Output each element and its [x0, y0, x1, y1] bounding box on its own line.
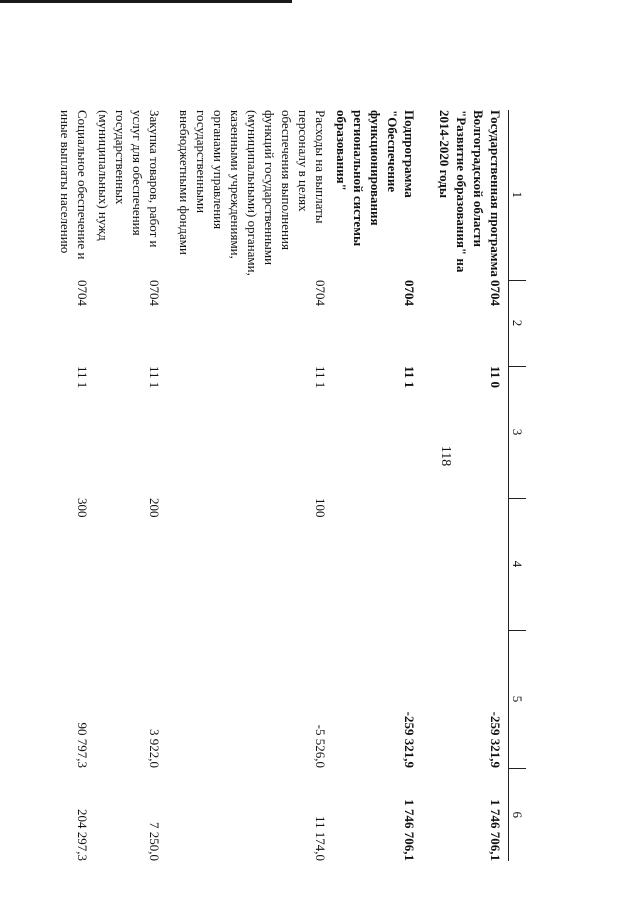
table-row: [168, 110, 334, 861]
column-header: 2: [509, 280, 527, 366]
row-name: Закупка товаров, работ и услуг для обеспечения государственных (муниципальных) нужд: [96, 110, 163, 248]
section-code: 0704: [313, 280, 329, 306]
page-number: 118: [438, 445, 453, 467]
expense-type: 200: [147, 498, 163, 518]
target-code: 11 1: [402, 366, 418, 389]
target-code: 11 1: [313, 366, 329, 389]
change-value: 90 797,3: [75, 722, 91, 768]
row-name: Социальное обеспечение и иные выплаты населению: [58, 110, 91, 260]
expense-type: [423, 498, 509, 630]
column-header: 5: [509, 630, 527, 768]
target-code: 11 1: [75, 366, 91, 389]
total-value: 11 174,0: [313, 815, 329, 861]
table-row: [96, 110, 168, 861]
row-name: Государственная программа Волгоградской области "Развитие образования" на 2014-2020 годы: [437, 110, 503, 277]
column-header: 4: [509, 498, 527, 630]
total-value: 1 746 706,1: [402, 799, 418, 861]
total-value: 1 746 706,1: [488, 799, 503, 861]
expense-type: 100: [313, 498, 329, 518]
change-value: -259 321,9: [488, 711, 503, 768]
column-header: 3: [509, 366, 527, 498]
target-code: 11 1: [147, 366, 163, 389]
total-value: 204 297,3: [75, 809, 91, 861]
column-header: 6: [509, 768, 527, 861]
expense-type: 300: [75, 498, 91, 518]
expense-type: [334, 498, 423, 630]
total-value: 7 250,0: [147, 822, 163, 861]
table-row: [58, 110, 96, 861]
column-number-row: [509, 110, 527, 861]
change-value: -259 321,9: [402, 711, 418, 768]
target-code: 11 0: [488, 366, 503, 389]
table-row: [334, 110, 423, 861]
budget-table: [58, 110, 527, 861]
change-value: -5 526,0: [313, 724, 329, 768]
row-name: Расходы на выплаты персоналу в целях обеспечения выполнения функций государственными (муниципальными) органами, казенными учреждениями, органами управления государственными внебюджетными фондами: [177, 110, 329, 276]
section-code: 0704: [75, 280, 91, 306]
section-code: 0704: [147, 280, 163, 306]
section-code: 0704: [402, 280, 418, 306]
column-header: 1: [509, 110, 527, 280]
table-row: [423, 110, 509, 861]
change-value: 3 922,0: [147, 729, 163, 768]
row-name: Подпрограмма "Обеспечение функционирования региональной системы образования": [334, 110, 418, 247]
section-code: 0704: [488, 280, 503, 306]
